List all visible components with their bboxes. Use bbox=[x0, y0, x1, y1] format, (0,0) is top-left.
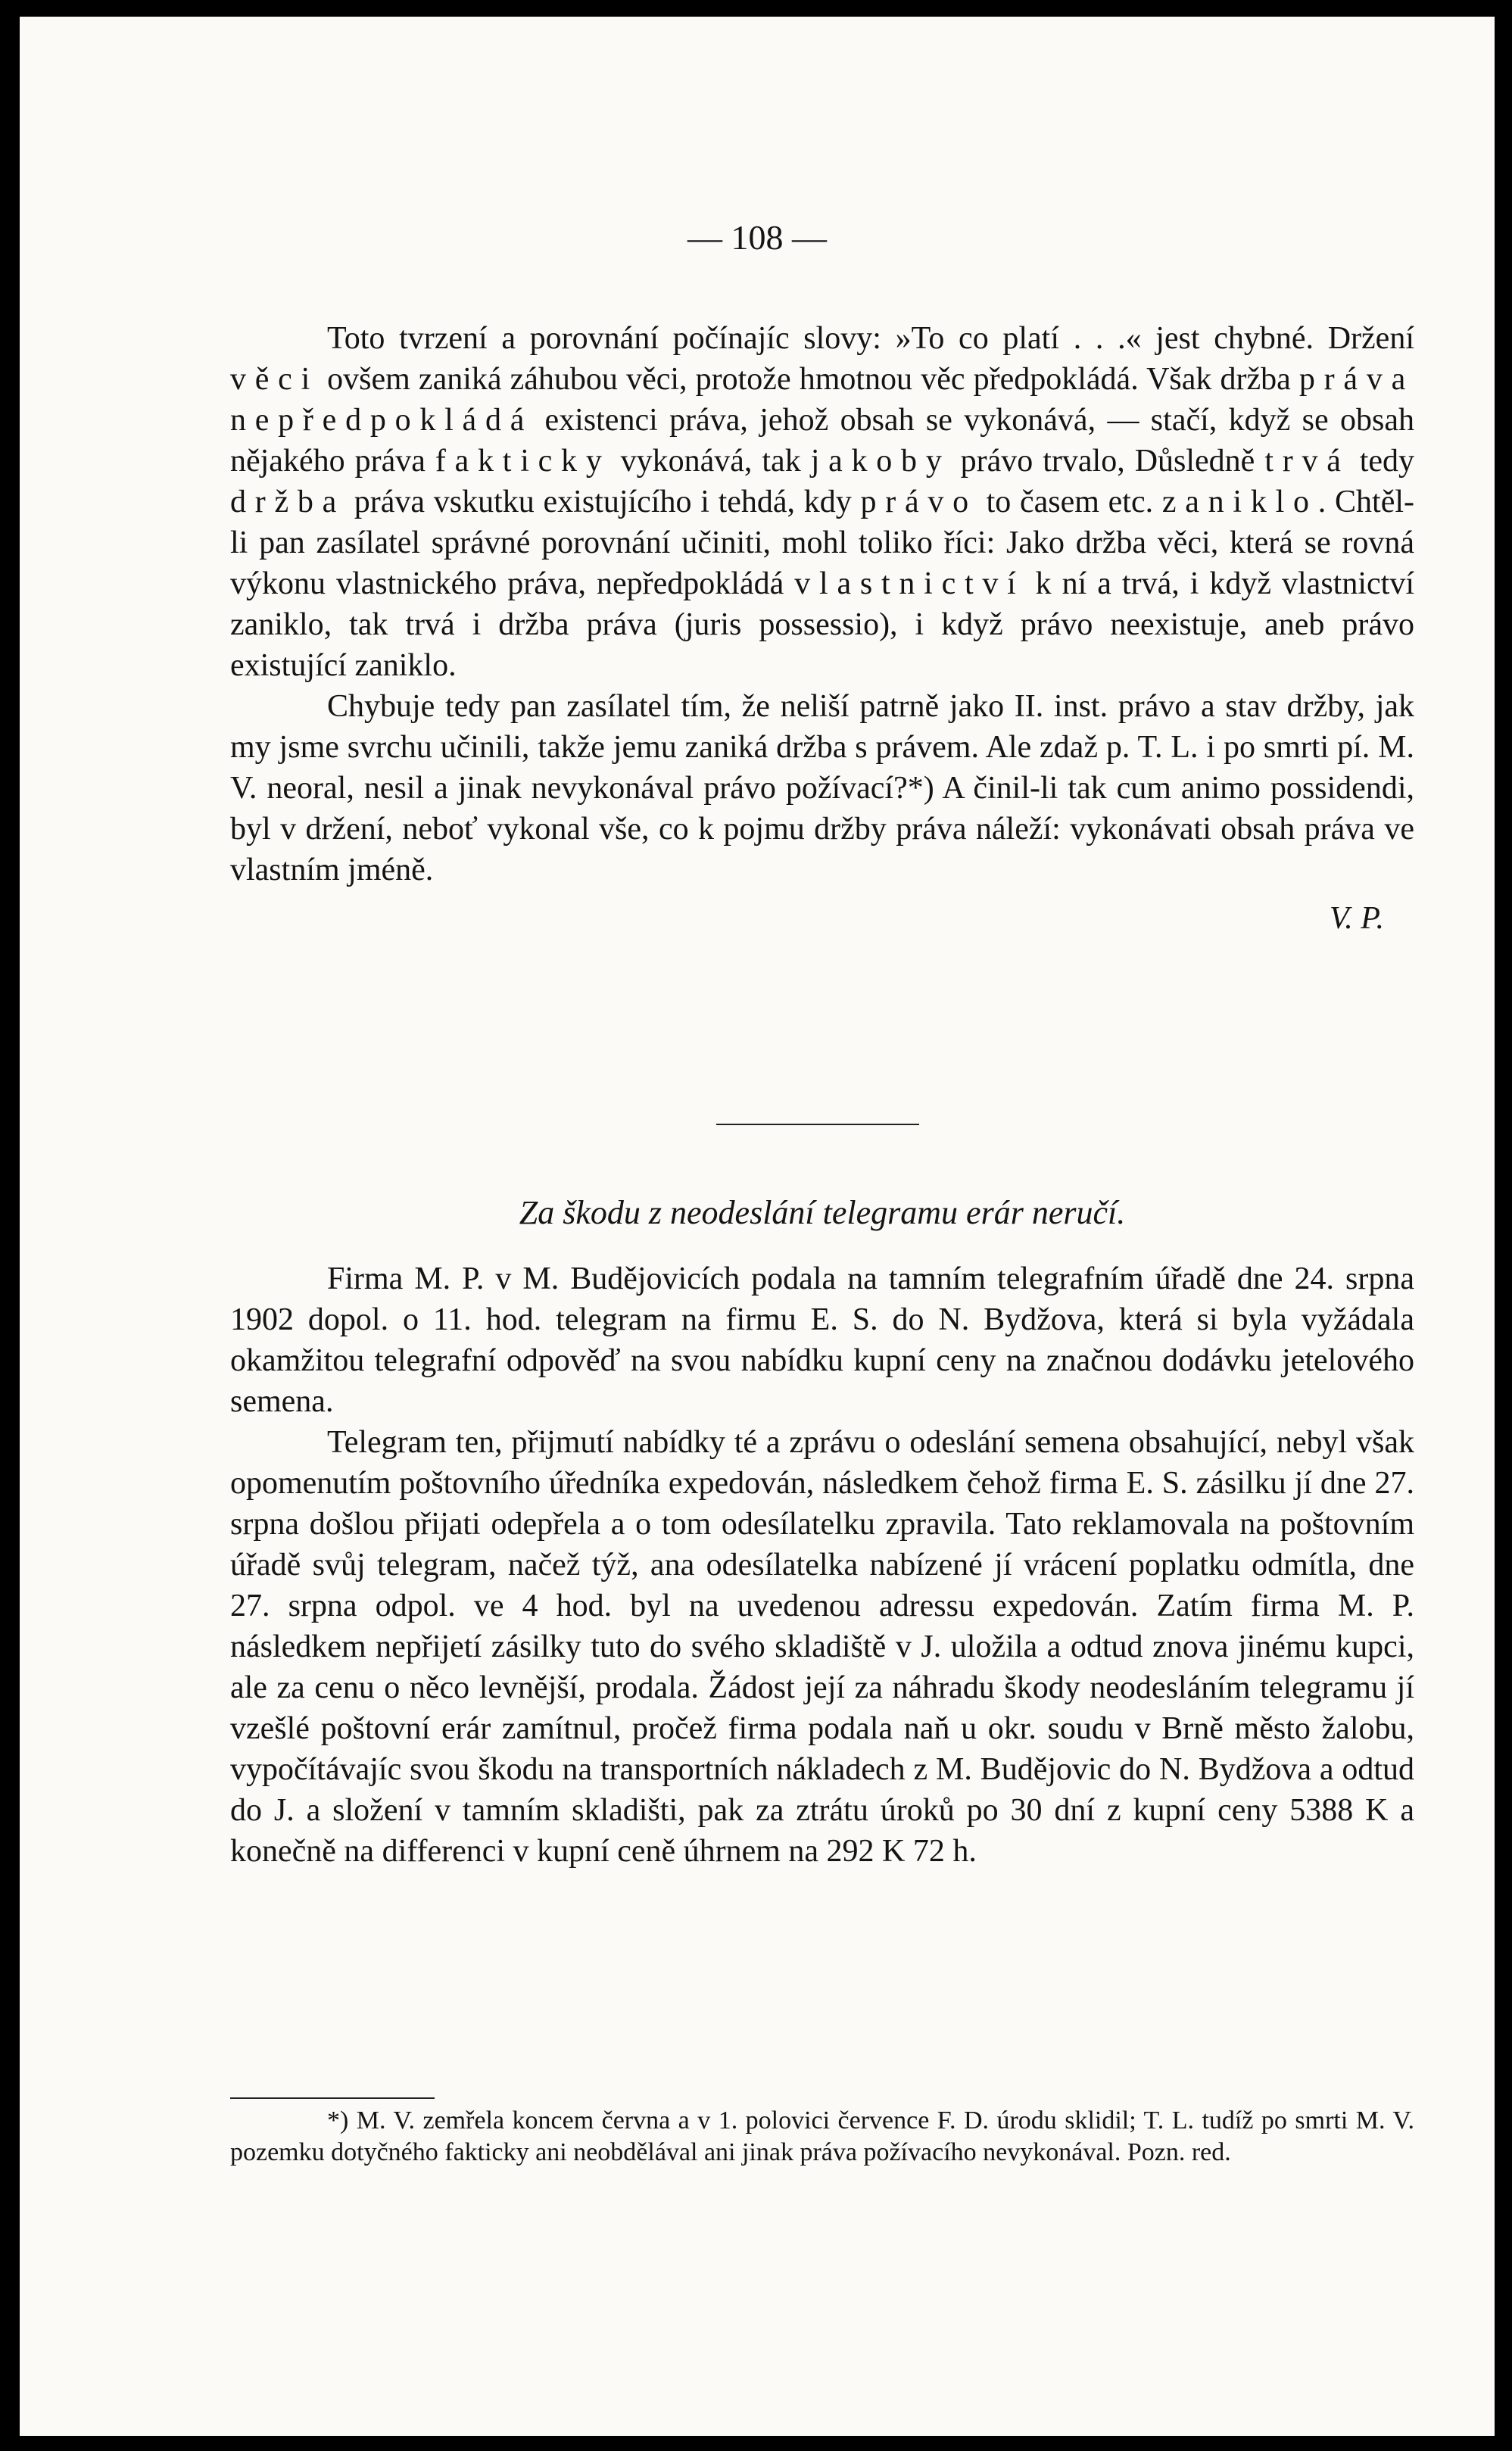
section-divider bbox=[716, 1124, 919, 1125]
section-case bbox=[230, 1258, 1414, 1872]
book-page bbox=[20, 17, 1495, 2436]
paragraph: Firma M. P. v M. Budějovicích podala na tamním telegrafním úřadě dne 24. srpna 1902 dopol. o 11. hod. telegram na firmu E. S. do N. Bydžova, která si byla vyžádala okamžitou telegrafní odpověď na svou nabídku kupní ceny na značnou dodávku jetelového semena. bbox=[230, 1261, 1414, 1419]
paragraph: Chybuje tedy pan zasílatel tím, že neliší patrně jako II. inst. právo a stav držby, jak my jsme svrchu učinili, takže jemu zaniká držba s právem. Ale zdaž p. T. L. i po smrti pí. M. V. neoral, nesil a jinak nevykonával právo požívací?*) A činil-li tak cum animo possidendi, byl v držení, neboť vykonal vše, co k pojmu držby práva náleží: vykonávati obsah práva ve vlastním jméně. bbox=[230, 689, 1414, 887]
page-number: — 108 — bbox=[687, 218, 827, 257]
signature: V. P. bbox=[1330, 901, 1384, 936]
footnote: *) M. V. zemřela koncem června a v 1. polovici července F. D. úrodu sklidil; T. L. tudíž po smrti M. V. pozemku dotyčného fakticky ani neobdělával ani jinak práva požívacího nevykonával. Pozn. red. bbox=[230, 2106, 1414, 2166]
section-commentary bbox=[230, 318, 1414, 939]
paragraph: Toto tvrzení a porovnání počínajíc slovy: »To co platí . . .« jest chybné. Držení věci ovšem zaniká záhubou věci, protože hmotnou věc předpokládá. Však držba práva nepředpokládá existenci práva, jehož obsah se vykonává, — stačí, když se obsah nějakého práva fakticky vykonává, tak jakoby právo trvalo, Důsledně trvá tedy držba práva vskutku existujícího i tehdá, kdy právo to časem etc. zaniklo. Chtěl-li pan zasílatel správné porovnání učiniti, mohl toliko říci: Jako držba věci, která se rovná výkonu vlastnického práva, nepředpokládá vlastnictví k ní a trvá, i když vlastnictví zaniklo, tak trvá i držba práva (juris possessio), i když právo neexistuje, aneb právo existující zaniklo. bbox=[230, 321, 1415, 683]
article-heading: Za škodu z neodeslání telegramu erár neručí. bbox=[519, 1194, 1126, 1231]
footnote-rule bbox=[230, 2097, 435, 2099]
paragraph: Telegram ten, přijmutí nabídky té a zprávu o odeslání semena obsahující, nebyl však opomenutím poštovního úředníka expedován, následkem čehož firma E. S. zásilku jí dne 27. srpna došlou přijati odepřela a o tom odesílatelku zpravila. Tato reklamovala na poštovním úřadě svůj telegram, načež týž, ana odesílatelka nabízené jí vrácení poplatku odmítla, dne 27. srpna odpol. ve 4 hod. byl na uvedenou adressu expedován. Zatím firma M. P. následkem nepřijetí zásilky tuto do svého skladiště v J. uložila a odtud znova jinému kupci, ale za cenu o něco levnější, prodala. Žádost její za náhradu škody neodesláním telegramu jí vzešlé poštovní erár zamítnul, pročež firma podala naň u okr. soudu v Brně město žalobu, vypočítávajíc svou škodu na transportních nákladech z M. Budějovic do N. Bydžova a odtud do J. a složení v tamním skladišti, pak za ztrátu úroků po 30 dní z kupní ceny 5388 K a konečně na differenci v kupní ceně úhrnem na 292 K 72 h. bbox=[230, 1425, 1414, 1869]
